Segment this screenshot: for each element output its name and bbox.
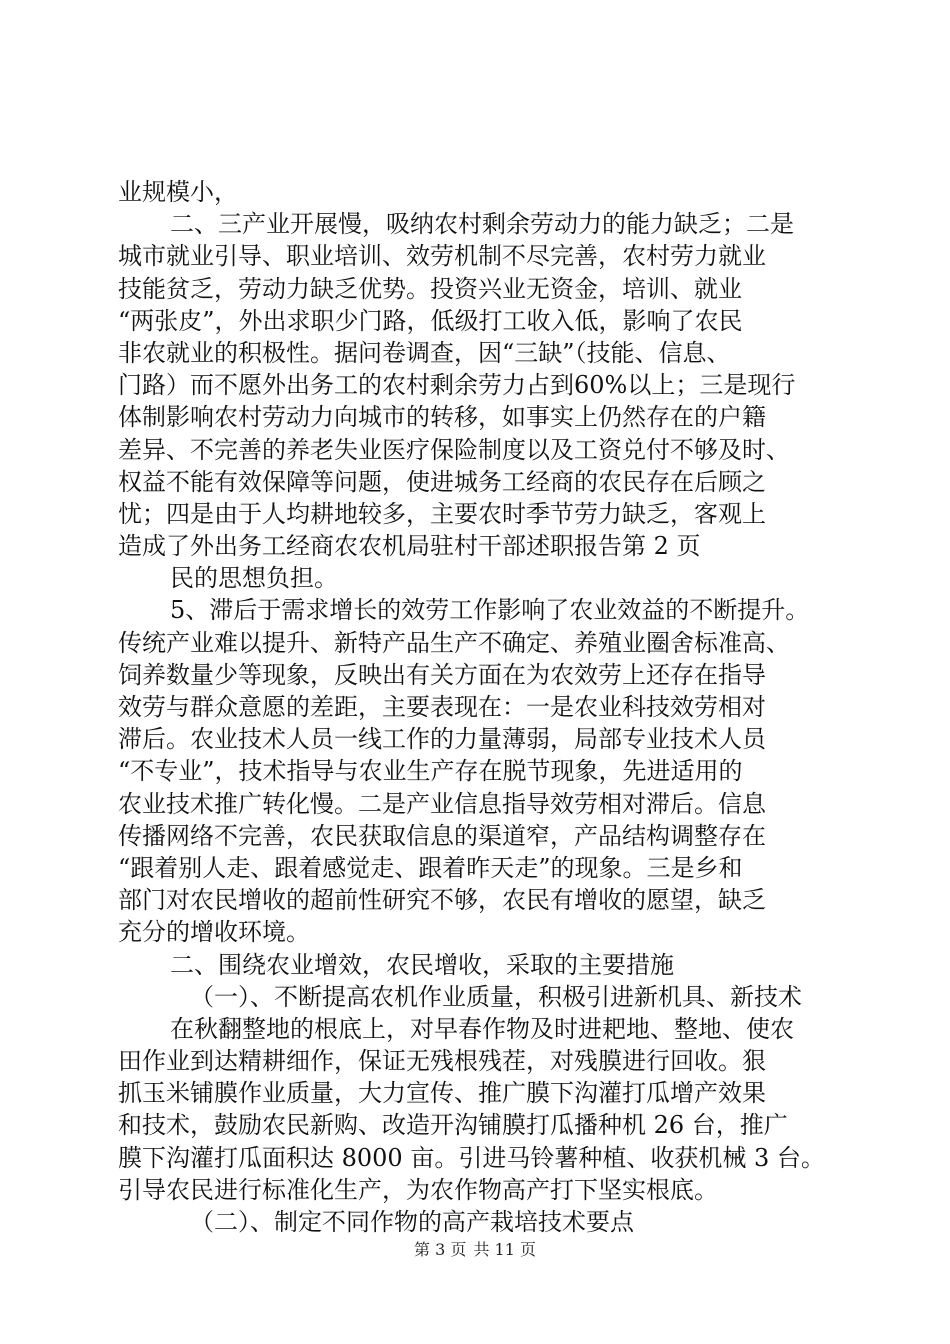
text-line: “两张皮”，外出求职少门路，低级打工收入低，影响了农民 bbox=[118, 306, 743, 335]
page-total: 共 11 页 bbox=[473, 1240, 536, 1259]
text-line: 田作业到达精耕细作，保证无残根残茬，对残膜进行回收。狠 bbox=[118, 1047, 766, 1076]
text-line: 忧；四是由于人均耕地较多，主要农时季节劳力缺乏，客观上 bbox=[118, 499, 766, 528]
text-line: “跟着别人走、跟着感觉走、跟着昨天走”的现象。三是乡和 bbox=[118, 853, 743, 882]
text-line: 门路）而不愿外出务工的农村剩余劳力占到60%以上；三是现行 bbox=[118, 371, 796, 400]
text-line: 造成了外出务工经商农农机局驻村干部述职报告第 2 页 bbox=[118, 532, 701, 561]
text-line: 二、三产业开展慢，吸纳农村剩余劳动力的能力缺乏；二是 bbox=[170, 210, 794, 239]
text-line: 民的思想负担。 bbox=[170, 564, 338, 593]
text-line: 体制影响农村劳动力向城市的转移，如事实上仍然存在的户籍 bbox=[118, 403, 766, 432]
section-heading: 二、围绕农业增效，农民增收，采取的主要措施 bbox=[170, 950, 674, 979]
text-line: 权益不能有效保障等问题，使进城务工经商的农民存在后顾之 bbox=[118, 467, 766, 496]
text-line: 饲养数量少等现象，反映出有关方面在为农效劳上还存在指导 bbox=[118, 660, 766, 689]
text-line: 效劳与群众意愿的差距，主要表现在：一是农业科技效劳相对 bbox=[118, 693, 766, 721]
text-line: 膜下沟灌打瓜面积达 8000 亩。引进马铃薯种植、收获机械 3 台。 bbox=[118, 1143, 825, 1172]
text-line: 引导农民进行标准化生产，为农作物高产打下坚实根底。 bbox=[118, 1175, 718, 1204]
text-line: 农业技术推广转化慢。二是产业信息指导效劳相对滞后。信息 bbox=[118, 789, 766, 818]
page-number: 第 3 页 bbox=[414, 1240, 467, 1259]
text-line: 抓玉米铺膜作业质量，大力宣传、推广膜下沟灌打瓜增产效果 bbox=[118, 1079, 766, 1108]
text-line: 非农就业的积极性。据问卷调查，因“三缺”（技能、信息、 bbox=[118, 338, 731, 367]
text-line: 传统产业难以提升、新特产品生产不确定、养殖业圈舍标准高、 bbox=[118, 628, 790, 657]
text-line: 技能贫乏，劳动力缺乏优势。投资兴业无资金，培训、就业 bbox=[118, 274, 742, 303]
text-line: 差异、不完善的养老失业医疗保险制度以及工资兑付不够及时、 bbox=[118, 435, 790, 464]
text-line: 在秋翻整地的根底上，对早春作物及时进耙地、整地、使农 bbox=[170, 1014, 794, 1043]
subsection-heading: （二）、制定不同作物的高产栽培技术要点 bbox=[190, 1208, 634, 1236]
text-line: 城市就业引导、职业培训、效劳机制不尽完善，农村劳力就业 bbox=[118, 242, 766, 271]
document-body bbox=[118, 176, 838, 1238]
text-line: “不专业”，技术指导与农业生产存在脱节现象，先进适用的 bbox=[118, 757, 743, 786]
text-line: 和技术，鼓励农民新购、改造开沟铺膜打瓜播种机 26 台，推广 bbox=[118, 1111, 788, 1140]
page-footer bbox=[0, 1240, 950, 1260]
text-line: 业规模小， bbox=[118, 178, 238, 206]
text-line: 5、滞后于需求增长的效劳工作影响了农业效益的不断提升。 bbox=[170, 596, 810, 625]
subsection-heading: （一）、不断提高农机作业质量，积极引进新机具、新技术 bbox=[190, 982, 802, 1011]
text-line: 传播网络不完善，农民获取信息的渠道窄，产品结构调整存在 bbox=[118, 821, 766, 850]
text-line: 充分的增收环境。 bbox=[118, 918, 310, 947]
text-line: 部门对农民增收的超前性研究不够，农民有增收的愿望，缺乏 bbox=[118, 886, 766, 915]
text-line: 滞后。农业技术人员一线工作的力量薄弱，局部专业技术人员 bbox=[118, 725, 766, 754]
